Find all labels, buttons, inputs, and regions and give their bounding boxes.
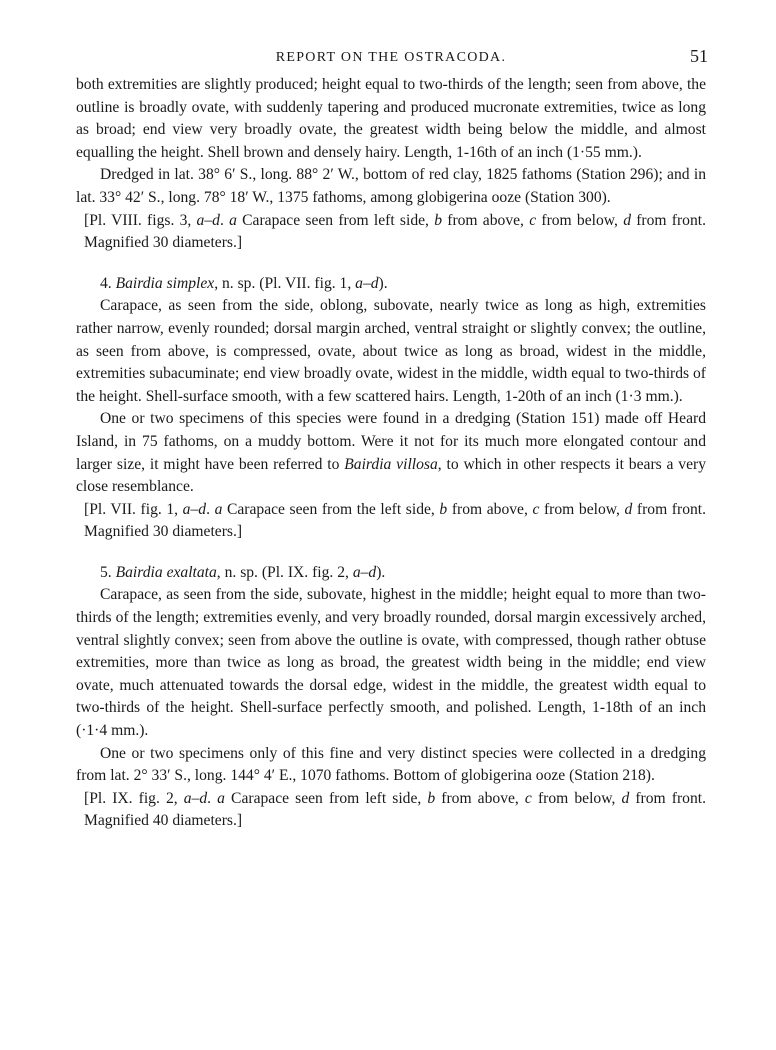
plate-reference: [Pl. IX. fig. 2, a–d. a Carapace seen from left side, b from above, c from below, d from front. Magnified 40 diameters.] <box>84 789 706 830</box>
locality-paragraph: One or two specimens only of this fine and very distinct species were collected in a dredging from lat. 2° 33′ S., long. 144° 4′ E., 1070 fathoms. Bottom of globigerina ooze (Station 218). <box>76 744 706 785</box>
locality-paragraph: One or two specimens of this species were found in a dredging (Station 151) made off Heard Island, in 75 fathoms, on a muddy bottom. Were it not for its much more elongated contour and larger size, it might have been referred to Bairdia villosa, to which in other respects it bears a very close resemblance. <box>76 410 707 496</box>
running-head <box>76 44 706 74</box>
locality-paragraph: Dredged in lat. 38° 6′ S., long. 88° 2′ W., bottom of red clay, 1825 fathoms (Station 296); and in lat. 33° 42′ S., long. 78° 18′ W., 1375 fathoms, among globigerina ooze (Station 300). <box>76 166 706 206</box>
plate-reference: [Pl. VIII. figs. 3, a–d. a Carapace seen from left side, b from above, c from below, d from front. Magnified 30 diameters.] <box>84 211 707 252</box>
species-heading: 4. Bairdia simplex, n. sp. (Pl. VII. fig. 1, a–d). <box>100 274 388 292</box>
running-title: REPORT ON THE OSTRACODA. <box>275 50 507 65</box>
species-description: Carapace, as seen from the side, oblong, subovate, nearly twice as long as high, extremities rather narrow, evenly rounded; dorsal margin arched, ventral straight or slightly convex; the outline, as seen from above, is compressed, ovate, about twice as long as broad, widest in the middle, extremities subacuminate; end view broadly ovate, widest in the middle, width equal to two-thirds of the height. Shell-surface smooth, with a few scattered hairs. Length, 1-20th of an inch (1·3 mm.). <box>76 297 706 405</box>
description-continued: both extremities are slightly produced; height equal to two-thirds of the length; seen from above, the outline is broadly ovate, with suddenly tapering and produced mucronate extremities, twice as long as broad; end view very broadly ovate, the greatest width being below the middle, and almost equalling the height. Shell brown and densely hairy. Length, 1-16th of an inch (1·55 mm.). <box>76 76 706 161</box>
species-heading: 5. Bairdia exaltata, n. sp. (Pl. IX. fig. 2, a–d). <box>100 563 386 581</box>
plate-reference: [Pl. VII. fig. 1, a–d. a Carapace seen from the left side, b from above, c from below, d from front. Magnified 30 diameters.] <box>84 500 707 541</box>
species-description: Carapace, as seen from the side, subovate, highest in the middle; height equal to more than two-thirds of the length; extremities evenly, and very broadly rounded, dorsal margin excessively arched, ventral slightly convex; seen from above the outline is ovate, with compressed, though rather obtuse extremities, more than twice as long as broad, the greatest width being in the middle; end view ovate, much attenuated towards the dorsal edge, widest in the middle, the greatest width equal to two-thirds of the height. Shell-surface perfectly smooth, and polished. Length, 1-18th of an inch (·1·4 mm.). <box>76 586 706 740</box>
page-number: 51 <box>690 46 708 66</box>
